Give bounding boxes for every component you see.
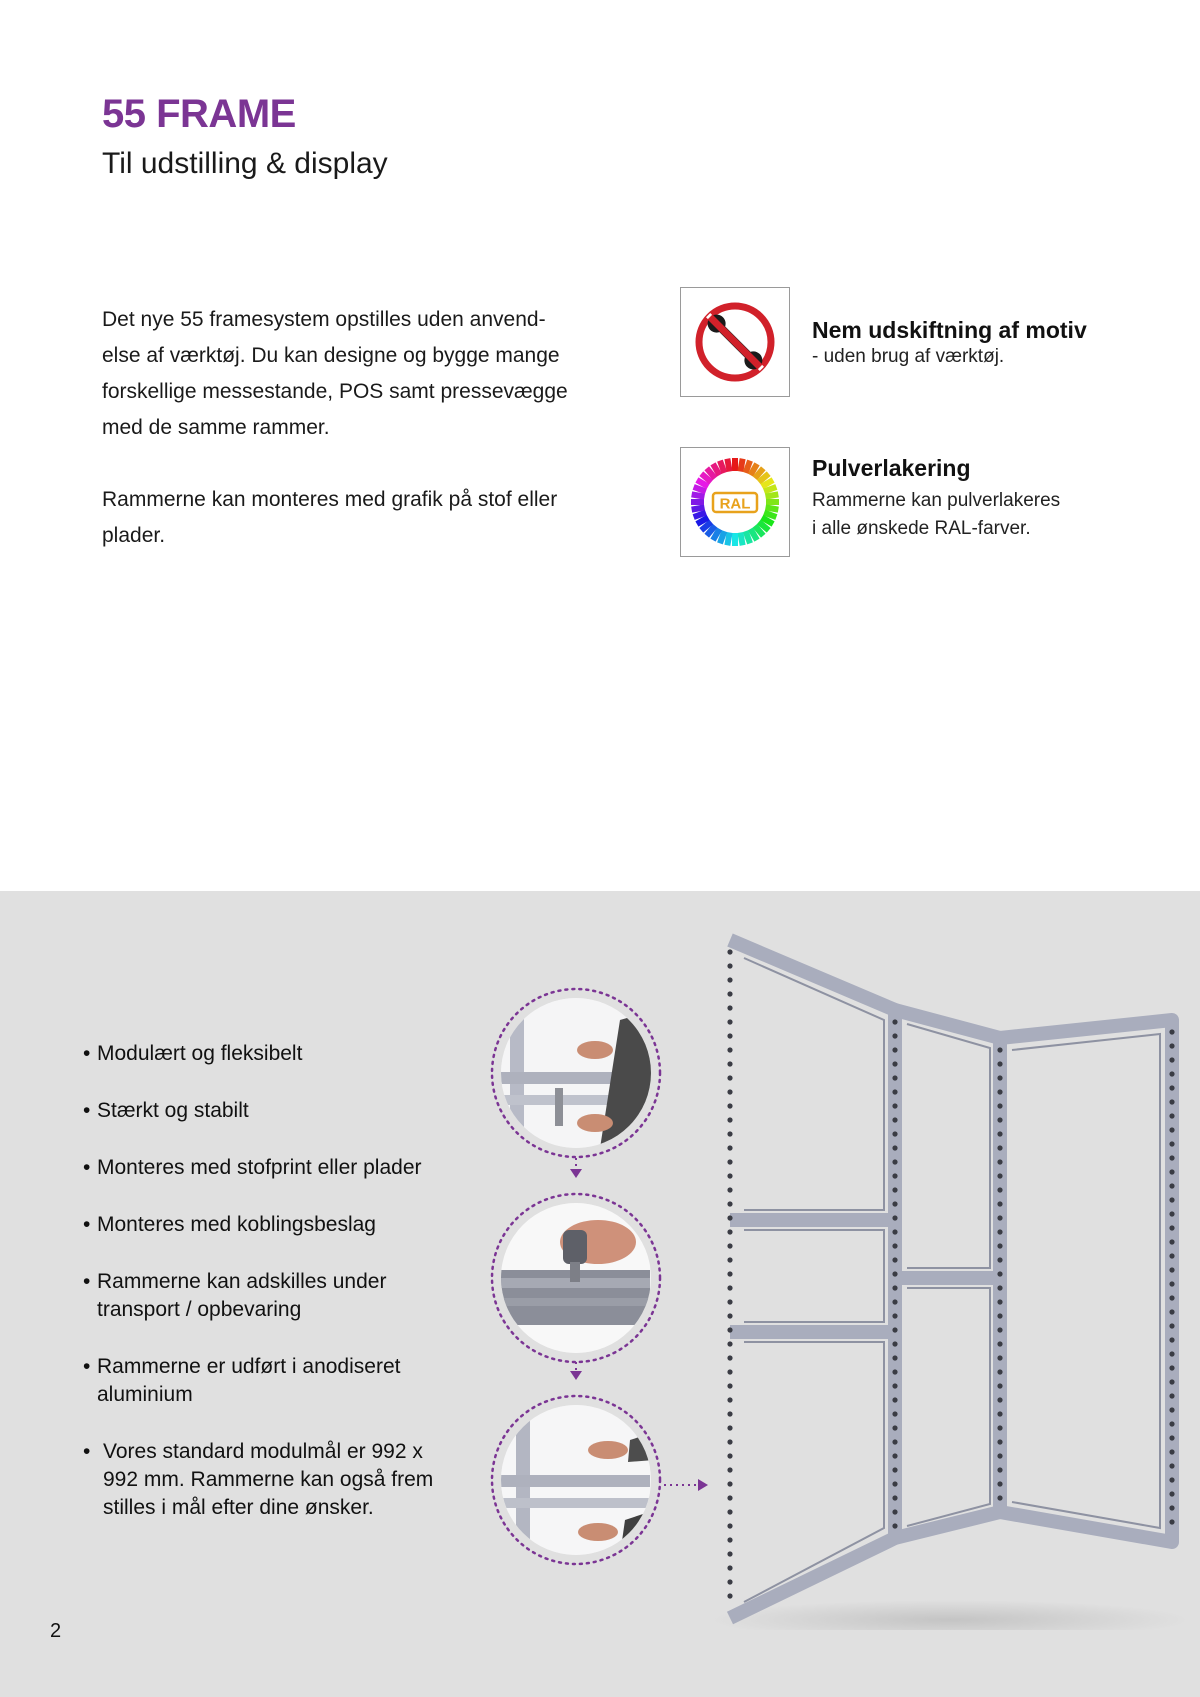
assembly-step-2-photo bbox=[492, 1194, 660, 1362]
frame-hole bbox=[1169, 1379, 1174, 1384]
frame-hole bbox=[997, 1355, 1002, 1360]
frame-hole bbox=[1169, 1393, 1174, 1398]
frame-hole bbox=[997, 1327, 1002, 1332]
frame-hole bbox=[727, 1229, 732, 1234]
ral-wheel-segment bbox=[694, 487, 706, 491]
no-tools-icon bbox=[680, 287, 790, 397]
assembly-step-3-photo bbox=[492, 1396, 660, 1564]
frame-hole bbox=[727, 1131, 732, 1136]
ral-wheel-segment bbox=[692, 507, 705, 509]
page-subtitle: Til udstilling & display bbox=[102, 147, 388, 180]
frame-hole bbox=[1169, 1127, 1174, 1132]
frame-hole bbox=[727, 1481, 732, 1486]
frame-hole bbox=[892, 1187, 897, 1192]
feature-title: Nem udskiftning af motiv bbox=[812, 317, 1087, 343]
frame-hole bbox=[892, 1355, 897, 1360]
ral-color-wheel-icon bbox=[680, 447, 790, 557]
frame-hole bbox=[892, 1033, 897, 1038]
frame-hole bbox=[727, 1383, 732, 1388]
frame-hole bbox=[727, 1005, 732, 1010]
frame-hole bbox=[727, 1089, 732, 1094]
frame-hole bbox=[892, 1075, 897, 1080]
frame-hole bbox=[1169, 1477, 1174, 1482]
frame-hole bbox=[892, 1215, 897, 1220]
frame-hole bbox=[892, 1061, 897, 1066]
frame-hole bbox=[727, 1397, 732, 1402]
frame-hole bbox=[727, 1453, 732, 1458]
frame-hole bbox=[892, 1327, 897, 1332]
frame-hole bbox=[892, 1299, 897, 1304]
feature-powder-coating bbox=[680, 447, 1180, 559]
frame-hole bbox=[727, 1467, 732, 1472]
bullet-item: • Modulært og fleksibelt bbox=[83, 1040, 483, 1068]
page-number: 2 bbox=[50, 1620, 62, 1642]
frame-hole bbox=[1169, 1071, 1174, 1076]
ral-wheel-segment bbox=[766, 494, 779, 496]
frame-hole bbox=[892, 1229, 897, 1234]
bullet-item: • Stærkt og stabilt bbox=[83, 1097, 483, 1125]
frame-hole bbox=[892, 1383, 897, 1388]
frame-hole bbox=[727, 1299, 732, 1304]
frame-hole bbox=[892, 1439, 897, 1444]
frame-hole bbox=[727, 1061, 732, 1066]
frame-hole bbox=[997, 1313, 1002, 1318]
frame-hole bbox=[1169, 1197, 1174, 1202]
bullet-item: • Vores standard modulmål er 992 x 992 mm. Rammerne kan også frem stilles i mål efter dine ønsker. bbox=[83, 1438, 483, 1522]
frame-hole bbox=[997, 1481, 1002, 1486]
frame-hole bbox=[997, 1117, 1002, 1122]
frame-hole bbox=[727, 1341, 732, 1346]
frame-hole bbox=[997, 1397, 1002, 1402]
frame-hole bbox=[727, 1187, 732, 1192]
ral-wheel-segment bbox=[764, 487, 776, 491]
frame-hole bbox=[892, 1453, 897, 1458]
frame-hole bbox=[727, 1551, 732, 1556]
frame-hole bbox=[892, 1341, 897, 1346]
frame-hole bbox=[892, 1523, 897, 1528]
frame-hole bbox=[997, 1173, 1002, 1178]
frame-hole bbox=[1169, 1505, 1174, 1510]
ral-wheel-segment bbox=[727, 533, 729, 546]
frame-hole bbox=[1169, 1407, 1174, 1412]
frame-hole bbox=[727, 1425, 732, 1430]
page-title: 55 FRAME bbox=[102, 92, 296, 136]
frame-hole bbox=[727, 1285, 732, 1290]
frame-hole bbox=[997, 1047, 1002, 1052]
frame-hole bbox=[1169, 1225, 1174, 1230]
frame-hole bbox=[997, 1215, 1002, 1220]
frame-hole bbox=[727, 1271, 732, 1276]
frame-hole bbox=[727, 1103, 732, 1108]
intro-paragraph: Rammerne kan monteres med grafik på stof eller plader. bbox=[102, 488, 558, 547]
frame-hole bbox=[727, 949, 732, 954]
frame-hole bbox=[1169, 1421, 1174, 1426]
frame-hole bbox=[1169, 1239, 1174, 1244]
ral-wheel-segment bbox=[746, 461, 750, 473]
frame-hole bbox=[997, 1439, 1002, 1444]
frame-hole bbox=[1169, 1309, 1174, 1314]
frame-hole bbox=[727, 991, 732, 996]
frame-hole bbox=[727, 1369, 732, 1374]
frame-hole bbox=[1169, 1365, 1174, 1370]
frame-hole bbox=[727, 1159, 732, 1164]
bullet-item: • Rammerne kan adskilles under transport / opbevaring bbox=[83, 1268, 483, 1324]
frame-hole bbox=[892, 1103, 897, 1108]
frame-hole bbox=[997, 1159, 1002, 1164]
frame-hole bbox=[727, 1593, 732, 1598]
frame-hole bbox=[997, 1257, 1002, 1262]
frame-hole bbox=[892, 1019, 897, 1024]
frame-hole bbox=[892, 1495, 897, 1500]
frame-hole bbox=[727, 1201, 732, 1206]
frame-hole bbox=[1169, 1211, 1174, 1216]
frame-hole bbox=[1169, 1183, 1174, 1188]
frame-hole bbox=[997, 1271, 1002, 1276]
frame-hole bbox=[727, 1019, 732, 1024]
ral-wheel-segment bbox=[727, 459, 729, 472]
bullet-item: • Monteres med stofprint eller plader bbox=[83, 1154, 483, 1182]
frame-hole bbox=[1169, 1085, 1174, 1090]
frame-hole bbox=[727, 977, 732, 982]
frame-hole bbox=[1169, 1141, 1174, 1146]
frame-hole bbox=[997, 1299, 1002, 1304]
frame-hole bbox=[1169, 1491, 1174, 1496]
frame-hole bbox=[727, 1411, 732, 1416]
frame-hole bbox=[727, 1537, 732, 1542]
frame-hole bbox=[892, 1243, 897, 1248]
frame-hole bbox=[1169, 1029, 1174, 1034]
frame-wall-illustration bbox=[700, 930, 1190, 1630]
frame-hole bbox=[727, 1523, 732, 1528]
bullet-item: • Rammerne er udført i anodiseret aluminium bbox=[83, 1353, 483, 1409]
frame-hole bbox=[1169, 1281, 1174, 1286]
ral-wheel-segment bbox=[720, 531, 724, 543]
ral-wheel-segment bbox=[764, 513, 776, 517]
bullet-item: • Monteres med koblingsbeslag bbox=[83, 1211, 483, 1239]
frame-hole bbox=[1169, 1099, 1174, 1104]
assembly-step-1-photo bbox=[492, 989, 660, 1157]
frame-hole bbox=[997, 1369, 1002, 1374]
frame-hole bbox=[997, 1243, 1002, 1248]
frame-hole bbox=[997, 1411, 1002, 1416]
frame-hole bbox=[892, 1117, 897, 1122]
ral-badge-text: RAL bbox=[719, 495, 751, 513]
frame-hole bbox=[892, 1509, 897, 1514]
frame-hole bbox=[1169, 1449, 1174, 1454]
frame-hole bbox=[727, 1243, 732, 1248]
frame-hole bbox=[727, 1215, 732, 1220]
frame-hole bbox=[892, 1369, 897, 1374]
frame-hole bbox=[892, 1047, 897, 1052]
frame-hole bbox=[997, 1229, 1002, 1234]
frame-hole bbox=[892, 1397, 897, 1402]
frame-hole bbox=[892, 1145, 897, 1150]
frame-hole bbox=[997, 1201, 1002, 1206]
feature-bullet-list bbox=[83, 1040, 483, 1551]
frame-hole bbox=[892, 1089, 897, 1094]
frame-hole bbox=[727, 963, 732, 968]
frame-hole bbox=[1169, 1113, 1174, 1118]
intro-paragraph: Det nye 55 framesystem opstilles uden anvend- else af værktøj. Du kan designe og bygge mange forskellige messestande, POS samt pressevægge med de samme rammer. bbox=[102, 308, 568, 439]
ral-wheel-segment bbox=[766, 507, 779, 509]
ral-wheel-segment bbox=[740, 533, 742, 546]
frame-hole bbox=[892, 1201, 897, 1206]
frame-hole bbox=[997, 1341, 1002, 1346]
frame-hole bbox=[727, 1047, 732, 1052]
frame-hole bbox=[727, 1327, 732, 1332]
frame-hole bbox=[1169, 1351, 1174, 1356]
frame-hole bbox=[997, 1145, 1002, 1150]
ral-wheel-segment bbox=[720, 461, 724, 473]
frame-hole bbox=[997, 1453, 1002, 1458]
frame-hole bbox=[892, 1313, 897, 1318]
intro-text bbox=[102, 302, 622, 590]
frame-hole bbox=[727, 1145, 732, 1150]
frame-hole bbox=[1169, 1267, 1174, 1272]
frame-hole bbox=[997, 1131, 1002, 1136]
frame-hole bbox=[997, 1495, 1002, 1500]
frame-hole bbox=[997, 1285, 1002, 1290]
frame-hole bbox=[1169, 1323, 1174, 1328]
frame-hole bbox=[727, 1075, 732, 1080]
frame-hole bbox=[1169, 1057, 1174, 1062]
assembly-steps-illustration bbox=[480, 980, 710, 1580]
frame-hole bbox=[727, 1033, 732, 1038]
frame-hole bbox=[892, 1173, 897, 1178]
frame-hole bbox=[1169, 1169, 1174, 1174]
frame-hole bbox=[1169, 1155, 1174, 1160]
frame-hole bbox=[892, 1481, 897, 1486]
ral-wheel-segment bbox=[740, 459, 742, 472]
frame-hole bbox=[997, 1061, 1002, 1066]
frame-hole bbox=[727, 1439, 732, 1444]
feature-description: Rammerne kan pulverlakeres i alle ønskede RAL-farver. bbox=[812, 490, 1061, 539]
frame-hole bbox=[727, 1313, 732, 1318]
frame-hole bbox=[997, 1383, 1002, 1388]
frame-hole bbox=[997, 1075, 1002, 1080]
frame-hole bbox=[892, 1257, 897, 1262]
frame-hole bbox=[1169, 1295, 1174, 1300]
frame-hole bbox=[892, 1425, 897, 1430]
frame-hole bbox=[892, 1467, 897, 1472]
frame-hole bbox=[1169, 1337, 1174, 1342]
frame-hole bbox=[892, 1159, 897, 1164]
frame-hole bbox=[1169, 1519, 1174, 1524]
frame-hole bbox=[997, 1187, 1002, 1192]
frame-hole bbox=[727, 1117, 732, 1122]
frame-hole bbox=[727, 1579, 732, 1584]
frame-hole bbox=[997, 1089, 1002, 1094]
frame-hole bbox=[727, 1509, 732, 1514]
frame-hole bbox=[997, 1103, 1002, 1108]
frame-hole bbox=[892, 1411, 897, 1416]
ral-wheel-segment bbox=[694, 513, 706, 517]
ral-wheel-segment bbox=[746, 531, 750, 543]
frame-hole bbox=[727, 1565, 732, 1570]
feature-description: - uden brug af værktøj. bbox=[812, 346, 1005, 367]
frame-hole bbox=[892, 1131, 897, 1136]
frame-hole bbox=[727, 1495, 732, 1500]
frame-hole bbox=[727, 1173, 732, 1178]
frame-hole bbox=[1169, 1043, 1174, 1048]
frame-hole bbox=[727, 1355, 732, 1360]
frame-hole bbox=[1169, 1253, 1174, 1258]
frame-hole bbox=[1169, 1435, 1174, 1440]
frame-hole bbox=[1169, 1463, 1174, 1468]
ral-wheel-segment bbox=[692, 494, 705, 496]
frame-hole bbox=[892, 1285, 897, 1290]
frame-hole bbox=[892, 1271, 897, 1276]
feature-title: Pulverlakering bbox=[812, 455, 971, 481]
feature-tool-free bbox=[680, 287, 1180, 399]
frame-hole bbox=[727, 1257, 732, 1262]
frame-hole bbox=[997, 1467, 1002, 1472]
frame-hole bbox=[997, 1425, 1002, 1430]
